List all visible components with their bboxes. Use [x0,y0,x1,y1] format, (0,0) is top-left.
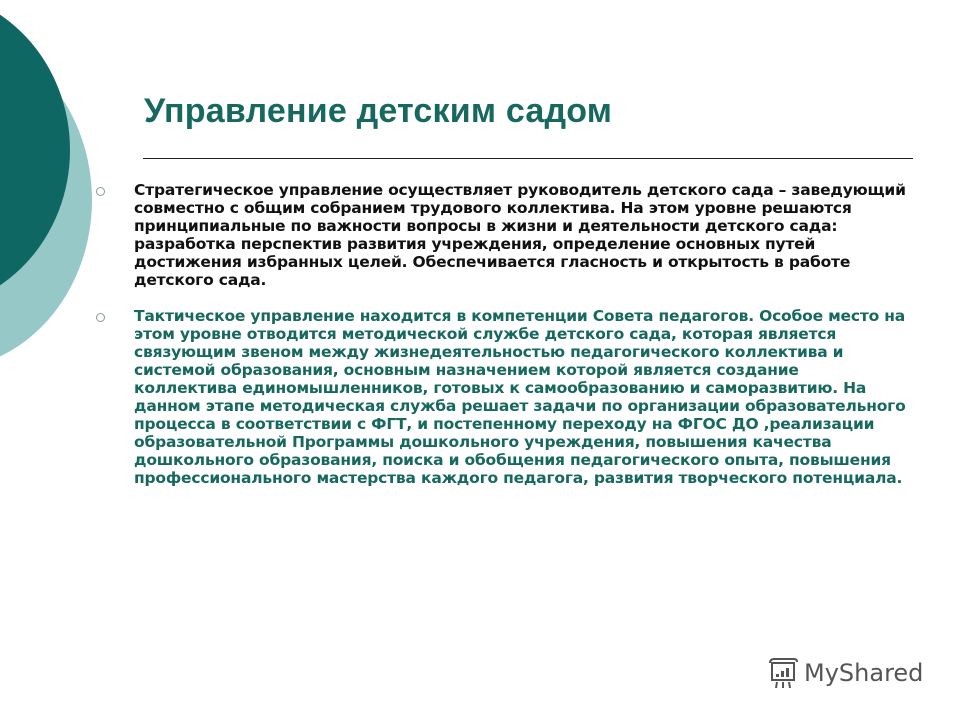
bullet-circle-icon [96,313,105,322]
bullet-item-tactical [96,307,906,487]
bullet-circle-icon [96,187,105,196]
title-divider [143,158,913,159]
bullet-text: Стратегическое управление осуществляет руководитель детского сада – заведующий совместно с общим собранием трудового коллектива. На этом уровне решаются принципиальные по важности вопросы в жизни и деятельности детского сада: разработка перспектив развития учреждения, определение основных путей достижения избранных целей. Обеспечивается гласность и открытость в работе детского сада. [134,181,906,289]
bullet-item-strategic [96,181,906,289]
slide-title: Управление детским садом [144,92,613,130]
watermark-label: MyShared [804,659,924,687]
presentation-board-icon [766,656,800,690]
bullet-list [96,181,906,505]
watermark-logo [766,656,923,690]
bullet-text: Тактическое управление находится в компетенции Совета педагогов. Особое место на этом уровне отводится методической службе детского сада, которая является связующим звеном между жизнедеятельностью педагогического коллектива и системой образования, основным назначением которой является создание коллектива единомышленников, готовых к самообразованию и саморазвитию. На данном этапе методическая служба решает задачи по организации образовательного процесса в соответствии с ФГТ, и постепенному переходу на ФГОС ДО ,реализации образовательной Программы дошкольного учреждения, повышения качества дошкольного образования, поиска и обобщения педагогического опыта, повышения профессионального мастерства каждого педагога, развития творческого потенциала. [134,307,906,487]
